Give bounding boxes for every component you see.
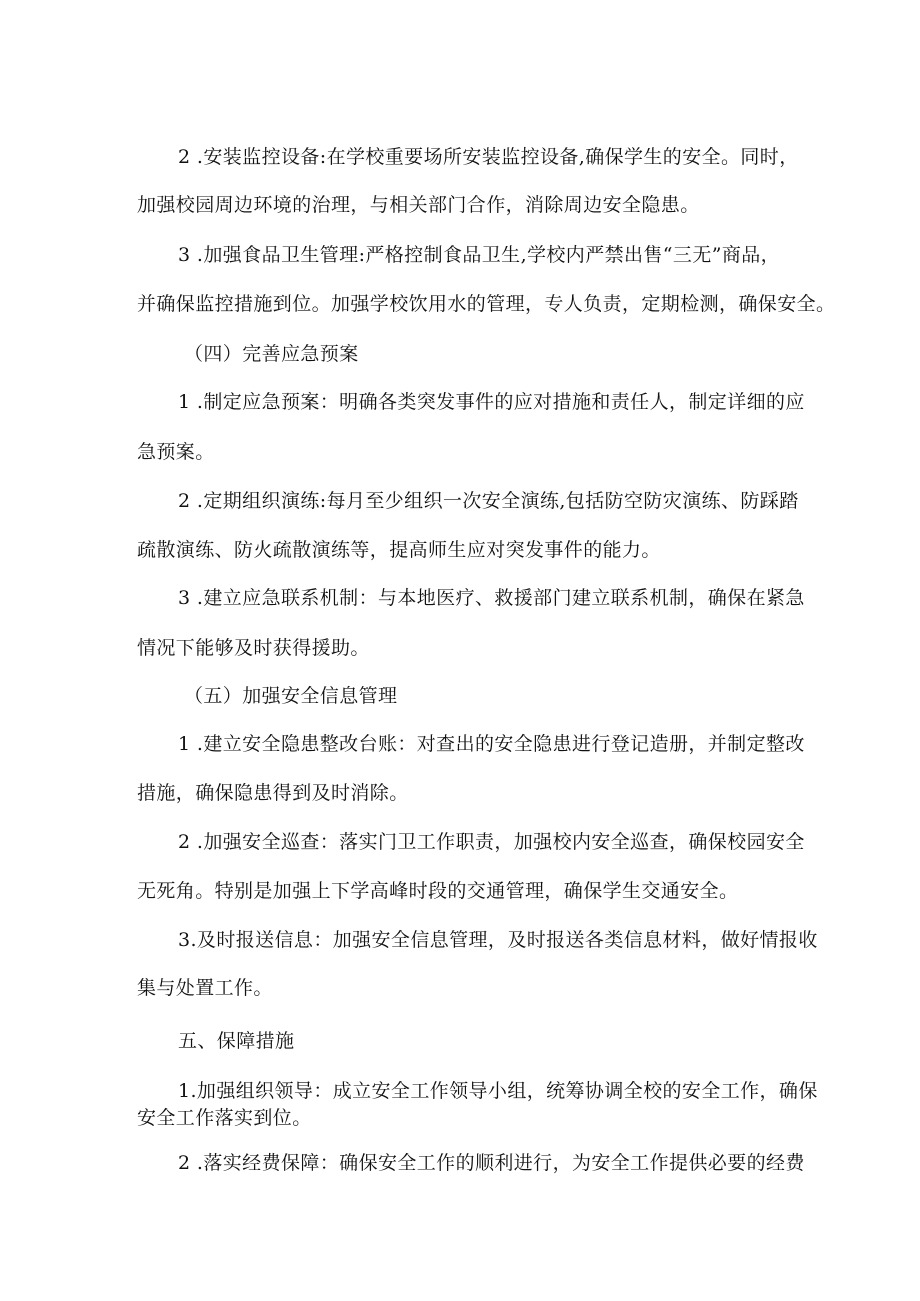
paragraph-line: 1 .建立安全隐患整改台账：对查出的安全隐患进行登记造册，并制定整改 <box>178 733 805 755</box>
paragraph-line: 无死角。特别是加强上下学高峰时段的交通管理，确保学生交通安全。 <box>137 880 739 902</box>
section-heading: （五）加强安全信息管理 <box>184 685 398 707</box>
paragraph-line: 情况下能够及时获得援助。 <box>137 637 370 659</box>
paragraph-line: 1.加强组织领导：成立安全工作领导小组，统筹协调全校的安全工作，确保 <box>178 1080 818 1102</box>
paragraph-line: 2 .落实经费保障：确保安全工作的顺利进行，为安全工作提供必要的经费 <box>178 1152 805 1174</box>
paragraph-line: 集与处置工作。 <box>137 977 273 999</box>
paragraph-line: 2 .加强安全巡查：落实门卫工作职责，加强校内安全巡查，确保校园安全 <box>178 831 805 853</box>
paragraph-line: 措施，确保隐患得到及时消除。 <box>137 782 409 804</box>
paragraph-line: 1 .制定应急预案：明确各类突发事件的应对措施和责任人，制定详细的应 <box>178 391 805 413</box>
section-heading: 五、保障措施 <box>178 1030 295 1052</box>
paragraph-line: 3.及时报送信息：加强安全信息管理，及时报送各类信息材料，做好情报收 <box>178 929 818 951</box>
paragraph-line: 并确保监控措施到位。加强学校饮用水的管理，专人负责，定期检测，确保安全。 <box>137 293 836 315</box>
paragraph-line: 3 .加强食品卫生管理:严格控制食品卫生,学校内严禁出售“三无”商品， <box>178 244 781 266</box>
paragraph-line: 安全工作落实到位。 <box>137 1107 312 1129</box>
section-heading: （四）完善应急预案 <box>184 343 359 365</box>
paragraph-line: 疏散演练、防火疏散演练等，提高师生应对突发事件的能力。 <box>137 539 661 561</box>
paragraph-line: 3 .建立应急联系机制：与本地医疗、救援部门建立联系机制，确保在紧急 <box>178 587 805 609</box>
paragraph-line: 2 .安装监控设备:在学校重要场所安装监控设备,确保学生的安全。同时， <box>178 146 799 168</box>
paragraph-line: 急预案。 <box>137 441 215 463</box>
paragraph-line: 2 .定期组织演练:每月至少组织一次安全演练,包括防空防灾演练、防踩踏 <box>178 490 799 512</box>
paragraph-line: 加强校园周边环境的治理，与相关部门合作，消除周边安全隐患。 <box>137 194 700 216</box>
